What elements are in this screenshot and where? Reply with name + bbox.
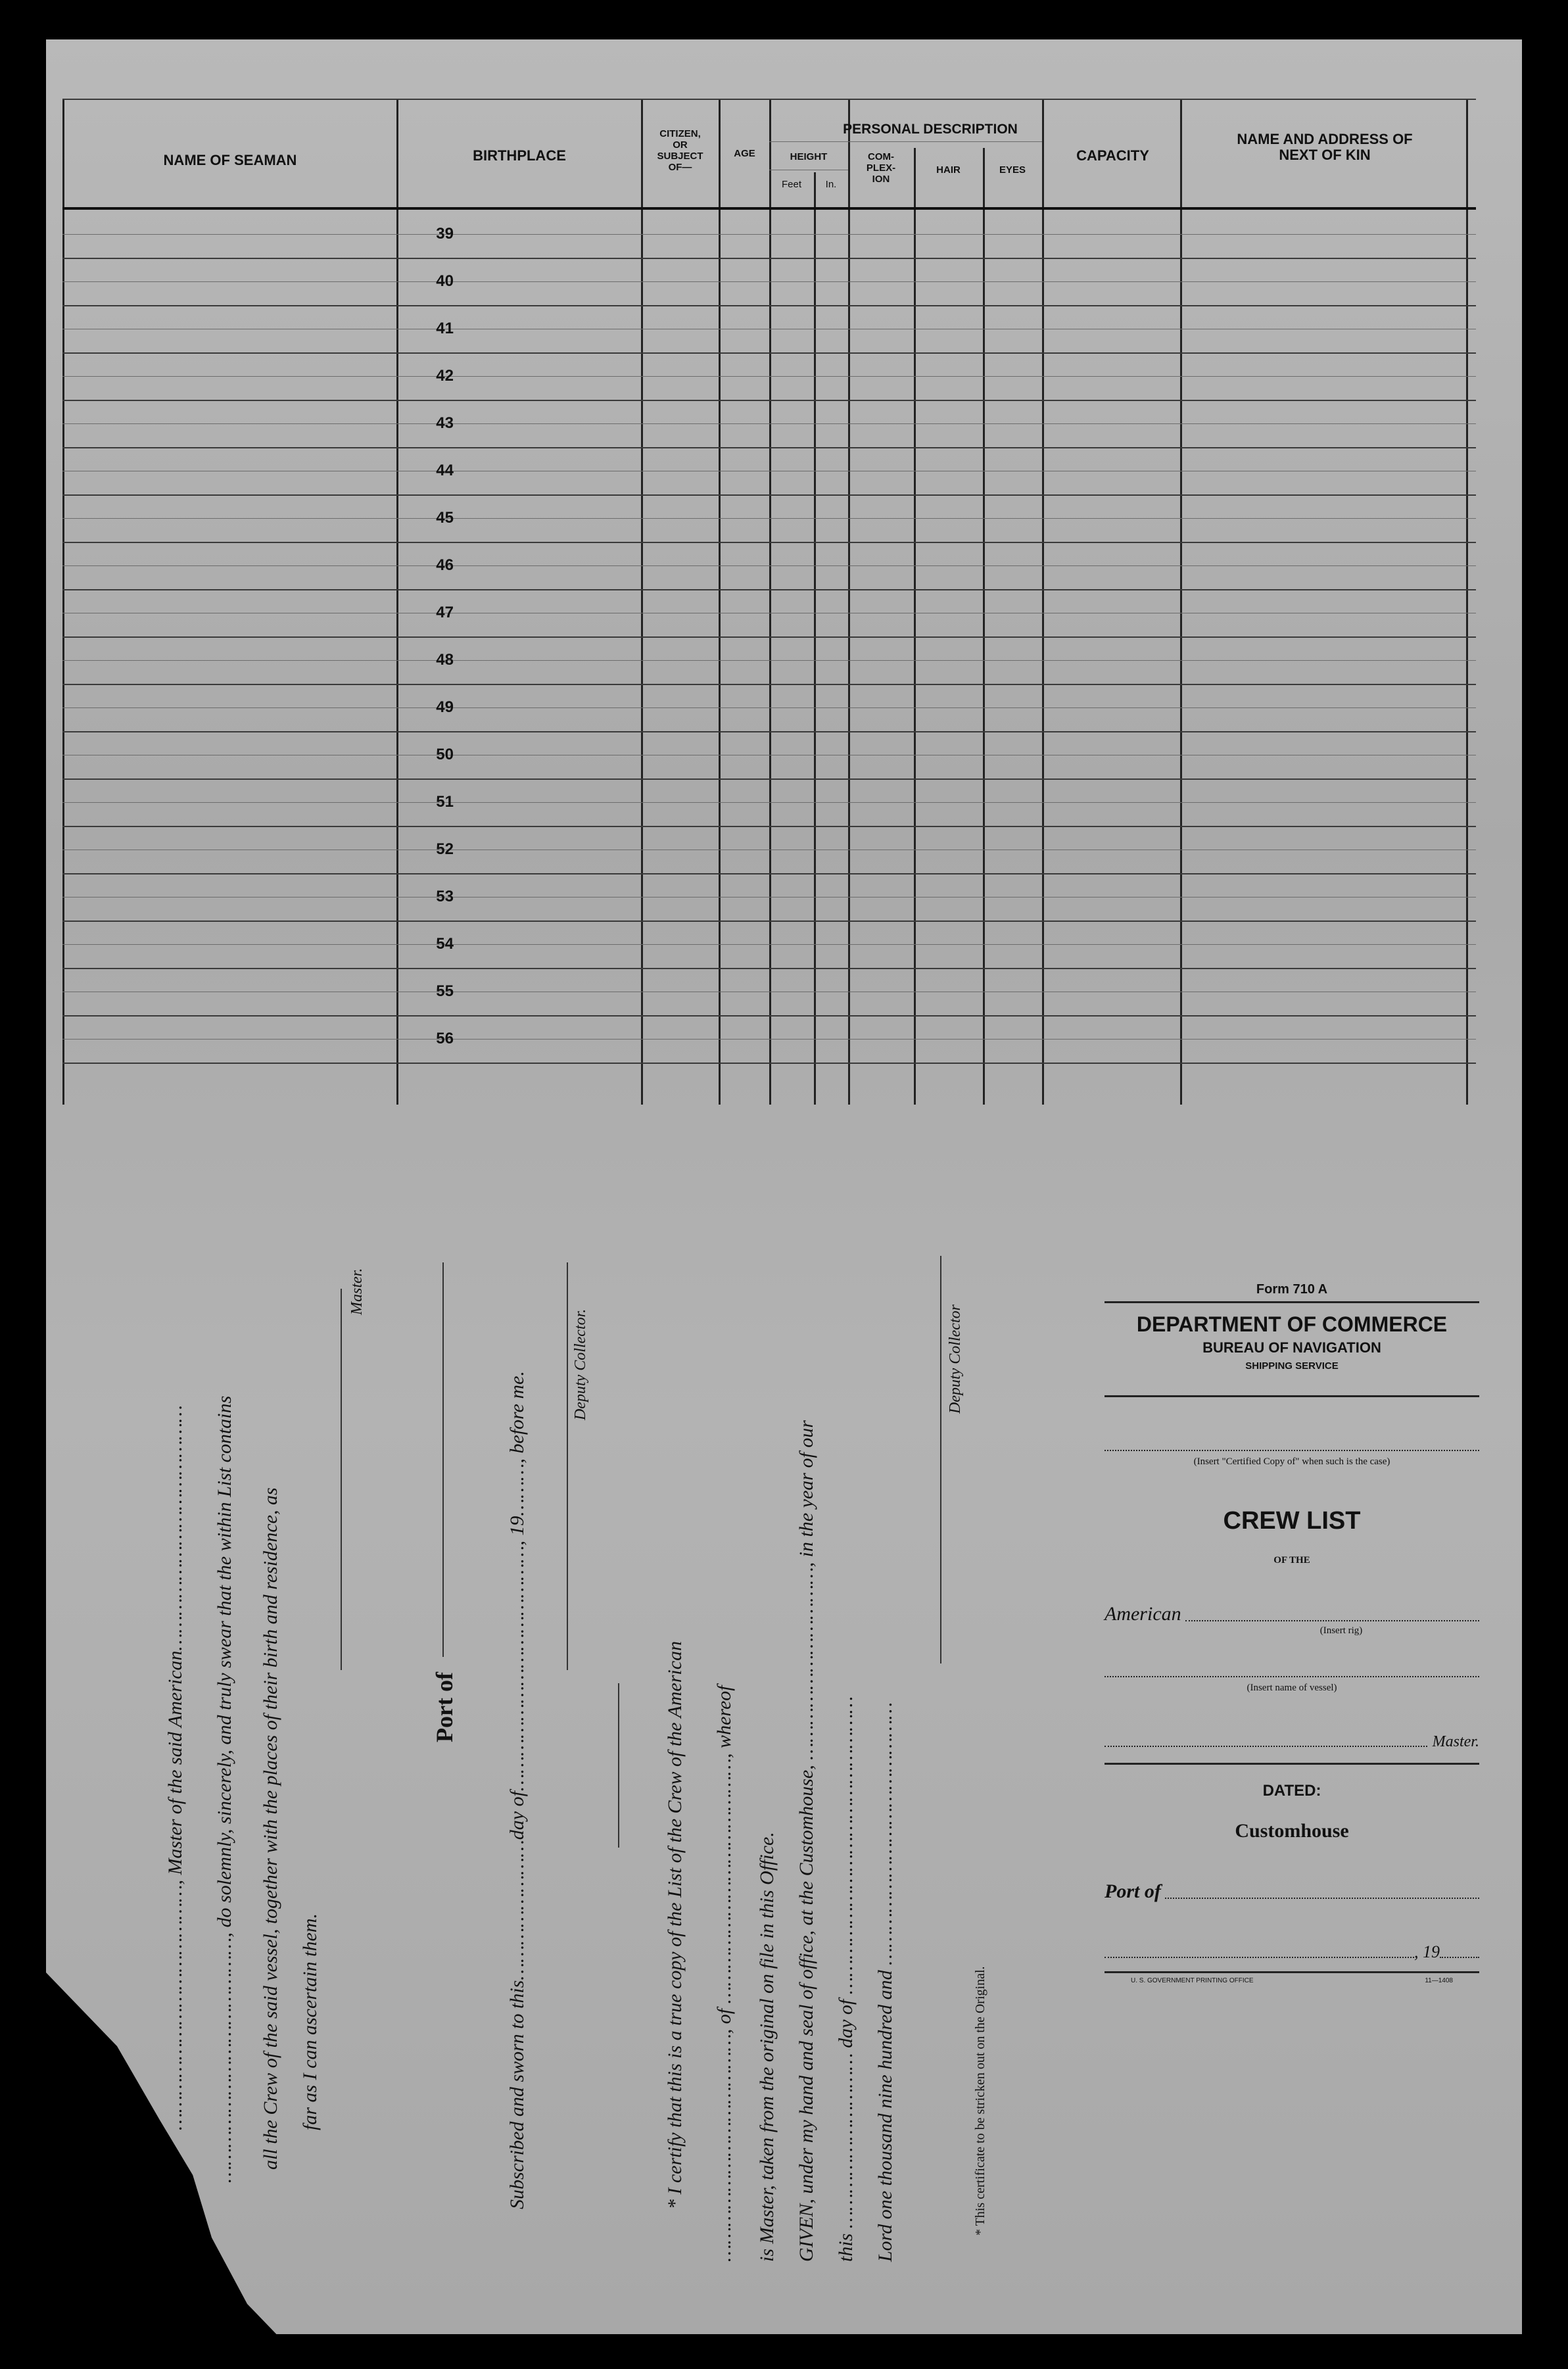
row-number: 54 — [436, 935, 454, 953]
master-label: Master. — [1432, 1733, 1479, 1750]
cert-deputy-collector: Deputy Collector — [947, 1304, 964, 1414]
row-number: 49 — [436, 698, 454, 716]
insert-rig-note: (Insert rig) — [1319, 1625, 1363, 1636]
row-number: 40 — [436, 272, 454, 290]
row-number: 41 — [436, 320, 454, 337]
printer-credit: U. S. GOVERNMENT PRINTING OFFICE — [1131, 1977, 1254, 1984]
header-feet: Feet — [781, 179, 801, 190]
header-height: HEIGHT — [790, 151, 828, 162]
print-code: 11—1408 — [1425, 1977, 1453, 1984]
header-citizen: CITIZEN, OR SUBJECT OF— — [657, 128, 703, 173]
cert-line-3: is Master, taken from the original on file in this Office. — [756, 1832, 778, 2262]
crew-table — [62, 99, 1476, 1105]
row-number: 42 — [436, 367, 454, 385]
service-title: SHIPPING SERVICE — [1245, 1360, 1339, 1372]
row-number: 46 — [436, 556, 454, 574]
certified-copy-note: (Insert "Certified Copy of" when such is the case) — [1193, 1456, 1390, 1467]
header-next-of-kin: NAME AND ADDRESS OF NEXT OF KIN — [1237, 131, 1413, 163]
row-number: 53 — [436, 888, 454, 905]
cert-line-2: …………………………………, of ……………………………………, whereof — [713, 1685, 735, 2262]
header-birthplace: BIRTHPLACE — [473, 147, 566, 164]
header-name-of-seaman: NAME OF SEAMAN — [163, 152, 297, 168]
oath-line-1: ……………………………………, Master of the said American…………………………………… — [164, 1405, 186, 2130]
row-number: 51 — [436, 793, 454, 811]
header-hair: HAIR — [936, 164, 961, 176]
row-number: 45 — [436, 509, 454, 527]
row-number: 47 — [436, 604, 454, 621]
cert-line-4: GIVEN, under my hand and seal of office, at the Customhouse, ……………………………, in the year of our — [796, 1420, 817, 2262]
american-label: American — [1105, 1603, 1181, 1625]
master-signature-line — [341, 1289, 342, 1670]
cert-line-1: * I certify that this is a true copy of the List of the Crew of the American — [664, 1640, 686, 2209]
header-age: AGE — [734, 148, 755, 159]
header-capacity: CAPACITY — [1076, 147, 1149, 164]
dated-label: DATED: — [1262, 1782, 1321, 1800]
insert-vessel-note: (Insert name of vessel) — [1247, 1683, 1337, 1693]
row-number: 55 — [436, 982, 454, 1000]
department-title: DEPARTMENT OF COMMERCE — [1136, 1312, 1448, 1336]
row-number: 56 — [436, 1030, 454, 1047]
row-number: 43 — [436, 414, 454, 432]
header-eyes: EYES — [999, 164, 1026, 176]
row-number: 39 — [436, 225, 454, 243]
oath-line-4: far as I can ascertain them. — [299, 1913, 321, 2130]
header-complexion: COM- PLEX- ION — [866, 151, 896, 185]
oath-subscribed: Subscribed and sworn to this……………………day of……………………………………, 19………, before me. — [506, 1371, 528, 2209]
crew-list-title: CREW LIST — [1223, 1507, 1361, 1535]
port-of-label: Port of — [1105, 1880, 1161, 1902]
cert-line-6: Lord one thousand nine hundred and ……………………………………… — [874, 1702, 896, 2262]
header-inches: In. — [825, 179, 837, 190]
cert-footnote: * This certificate to be stricken out on the Original. — [973, 1966, 987, 2236]
oath-master-label: Master. — [348, 1268, 366, 1315]
oath-deputy-collector: Deputy Collector. — [572, 1308, 589, 1420]
year-label: , 19 — [1414, 1942, 1440, 1961]
customhouse-label: Customhouse — [1235, 1820, 1349, 1842]
bureau-title: BUREAU OF NAVIGATION — [1202, 1339, 1381, 1356]
row-number: 44 — [436, 462, 454, 479]
form-number: Form 710 A — [1256, 1282, 1328, 1297]
row-number: 52 — [436, 840, 454, 858]
of-the: OF THE — [1273, 1555, 1310, 1566]
oath-line-2: ……………………………………, do solemnly, sincerely, and truly swear that the within List contains — [214, 1395, 235, 2183]
header-personal-description: PERSONAL DESCRIPTION — [843, 122, 1018, 137]
row-number: 48 — [436, 651, 454, 669]
oath-line-3: all the Crew of the said vessel, together with the places of their birth and residence, as — [260, 1487, 281, 2170]
cover-panel — [1105, 1282, 1479, 1984]
oath-port-of: Port of — [431, 1672, 458, 1742]
row-number: 50 — [436, 746, 454, 763]
cert-line-5: this ………………………… day of …………………………………………… — [835, 1696, 857, 2262]
